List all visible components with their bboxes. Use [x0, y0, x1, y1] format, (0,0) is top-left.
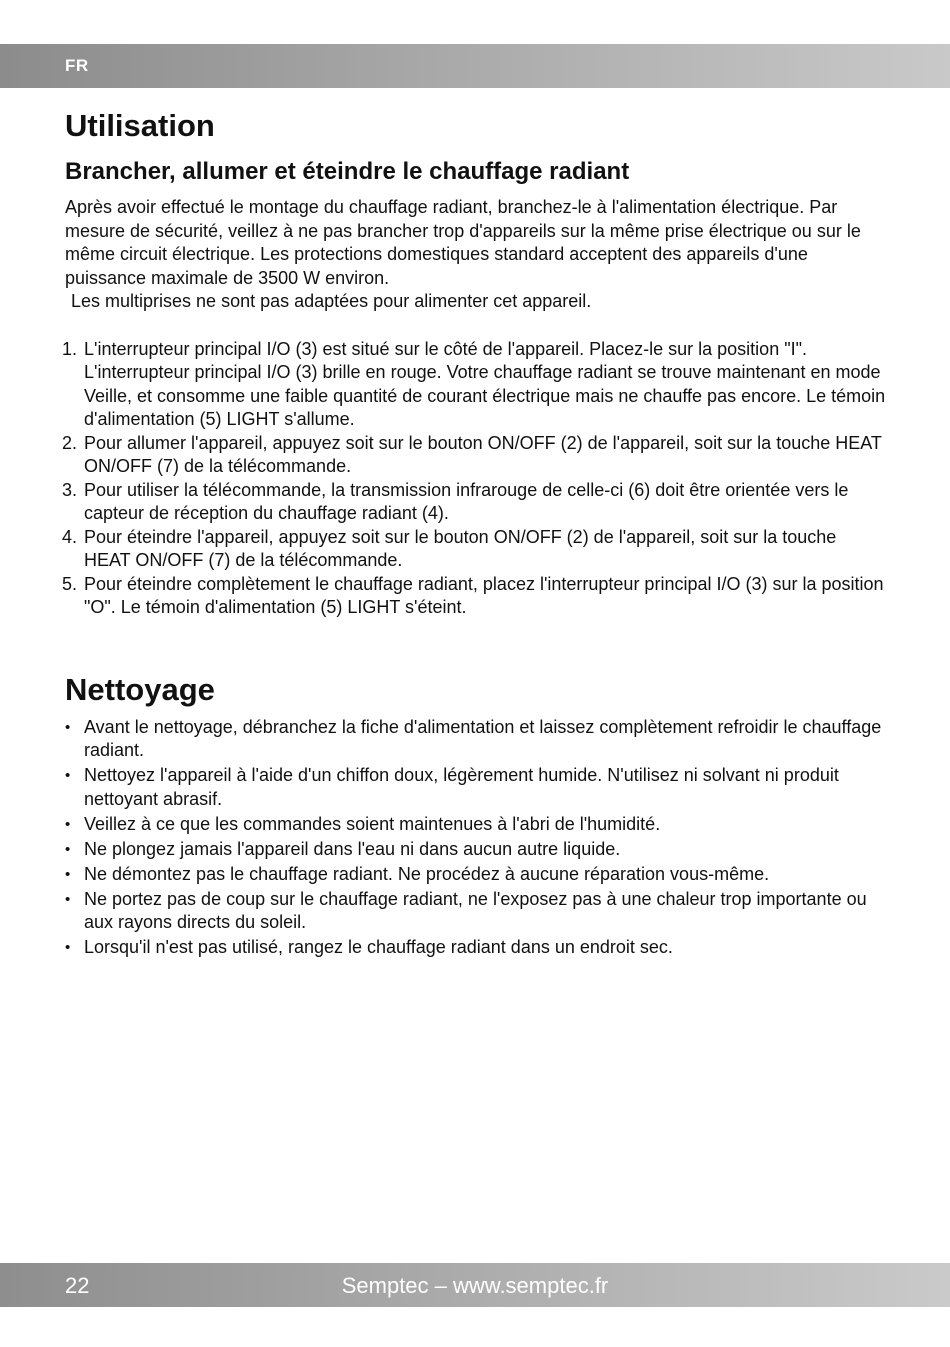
steps-list [62, 338, 887, 620]
list-item [62, 432, 887, 479]
section-title-utilisation: Utilisation [65, 108, 215, 143]
intro-text: Après avoir effectué le montage du chauffage radiant, branchez-le à l'alimentation électrique. Par mesure de sécurité, veillez à ne pas brancher trop d'appareils sur la même prise électrique ou sur le même circuit électrique. Les protections domestiques standard acceptent des appareils d'une puissance maximale de 3500 W environ. [65, 197, 861, 288]
bullet-icon: • [65, 815, 71, 833]
intro-paragraph [65, 196, 887, 314]
bullet-text: Ne plongez jamais l'appareil dans l'eau ni dans aucun autre liquide. [84, 838, 621, 859]
list-item [65, 936, 887, 960]
page-content [62, 104, 887, 961]
step-number: 5. [62, 573, 78, 594]
list-item [62, 479, 887, 526]
list-item [62, 526, 887, 573]
list-item [65, 838, 887, 862]
step-text: Pour éteindre l'appareil, appuyez soit sur le bouton ON/OFF (2) de l'appareil, soit sur la touche HEAT ON/OFF (7) de la télécommande. [84, 526, 837, 570]
list-item [62, 573, 887, 620]
footer-website: Semptec – www.semptec.fr [341, 1273, 609, 1298]
bullet-icon: • [65, 718, 71, 736]
header-bar [0, 44, 950, 88]
list-item [65, 888, 887, 935]
step-number: 3. [62, 479, 78, 500]
list-item [65, 764, 887, 811]
step-text: Pour allumer l'appareil, appuyez soit sur le bouton ON/OFF (2) de l'appareil, soit sur la touche HEAT ON/OFF (7) de la télécommande. [84, 432, 882, 476]
list-item [65, 813, 887, 837]
cleaning-list [65, 716, 887, 960]
bullet-text: Lorsqu'il n'est pas utilisé, rangez le chauffage radiant dans un endroit sec. [84, 937, 673, 957]
step-text: Pour utiliser la télécommande, la transmission infrarouge de celle-ci (6) doit être orientée vers le capteur de réception du chauffage radiant (4). [84, 479, 849, 523]
footer-bar [0, 1263, 950, 1307]
step-text: Pour éteindre complètement le chauffage radiant, placez l'interrupteur principal I/O (3) sur la position "O". Le témoin d'alimentation (5) LIGHT s'éteint. [84, 573, 884, 617]
bullet-icon: • [65, 890, 71, 908]
bullet-text: Ne portez pas de coup sur le chauffage radiant, ne l'exposez pas à une chaleur trop importante ou aux rayons directs du soleil. [84, 888, 867, 932]
bullet-icon: • [65, 840, 71, 858]
bullet-icon: • [65, 939, 71, 956]
subsection-title: Brancher, allumer et éteindre le chauffage radiant [65, 158, 630, 185]
bullet-icon: • [65, 865, 71, 883]
bullet-text: Ne démontez pas le chauffage radiant. Ne procédez à aucune réparation vous-même. [84, 863, 770, 884]
step-text: L'interrupteur principal I/O (3) est situé sur le côté de l'appareil. Placez-le sur la position "I". L'interrupteur principal I/O (3) brille en rouge. Votre chauffage radiant se trouve maintenant en mode Veille, et consomme une faible quantité de courant électrique mais ne chauffe pas encore. Le témoin d'alimentation (5) LIGHT s'allume. [84, 338, 886, 429]
page-number: 22 [65, 1273, 90, 1298]
intro-note: Les multiprises ne sont pas adaptées pour alimenter cet appareil. [71, 291, 592, 311]
list-item [65, 863, 887, 887]
bullet-text: Veillez à ce que les commandes soient maintenues à l'abri de l'humidité. [84, 813, 661, 834]
list-item [65, 716, 887, 763]
step-number: 2. [62, 432, 78, 453]
bullet-text: Nettoyez l'appareil à l'aide d'un chiffon doux, légèrement humide. N'utilisez ni solvant ni produit nettoyant abrasif. [84, 765, 839, 809]
step-number: 1. [62, 338, 78, 359]
language-label: FR [65, 56, 89, 75]
bullet-icon: • [65, 767, 71, 784]
list-item [62, 338, 887, 432]
section-title-nettoyage: Nettoyage [65, 671, 215, 707]
step-number: 4. [62, 526, 78, 547]
bullet-text: Avant le nettoyage, débranchez la fiche d'alimentation et laissez complètement refroidir le chauffage radiant. [84, 716, 882, 760]
